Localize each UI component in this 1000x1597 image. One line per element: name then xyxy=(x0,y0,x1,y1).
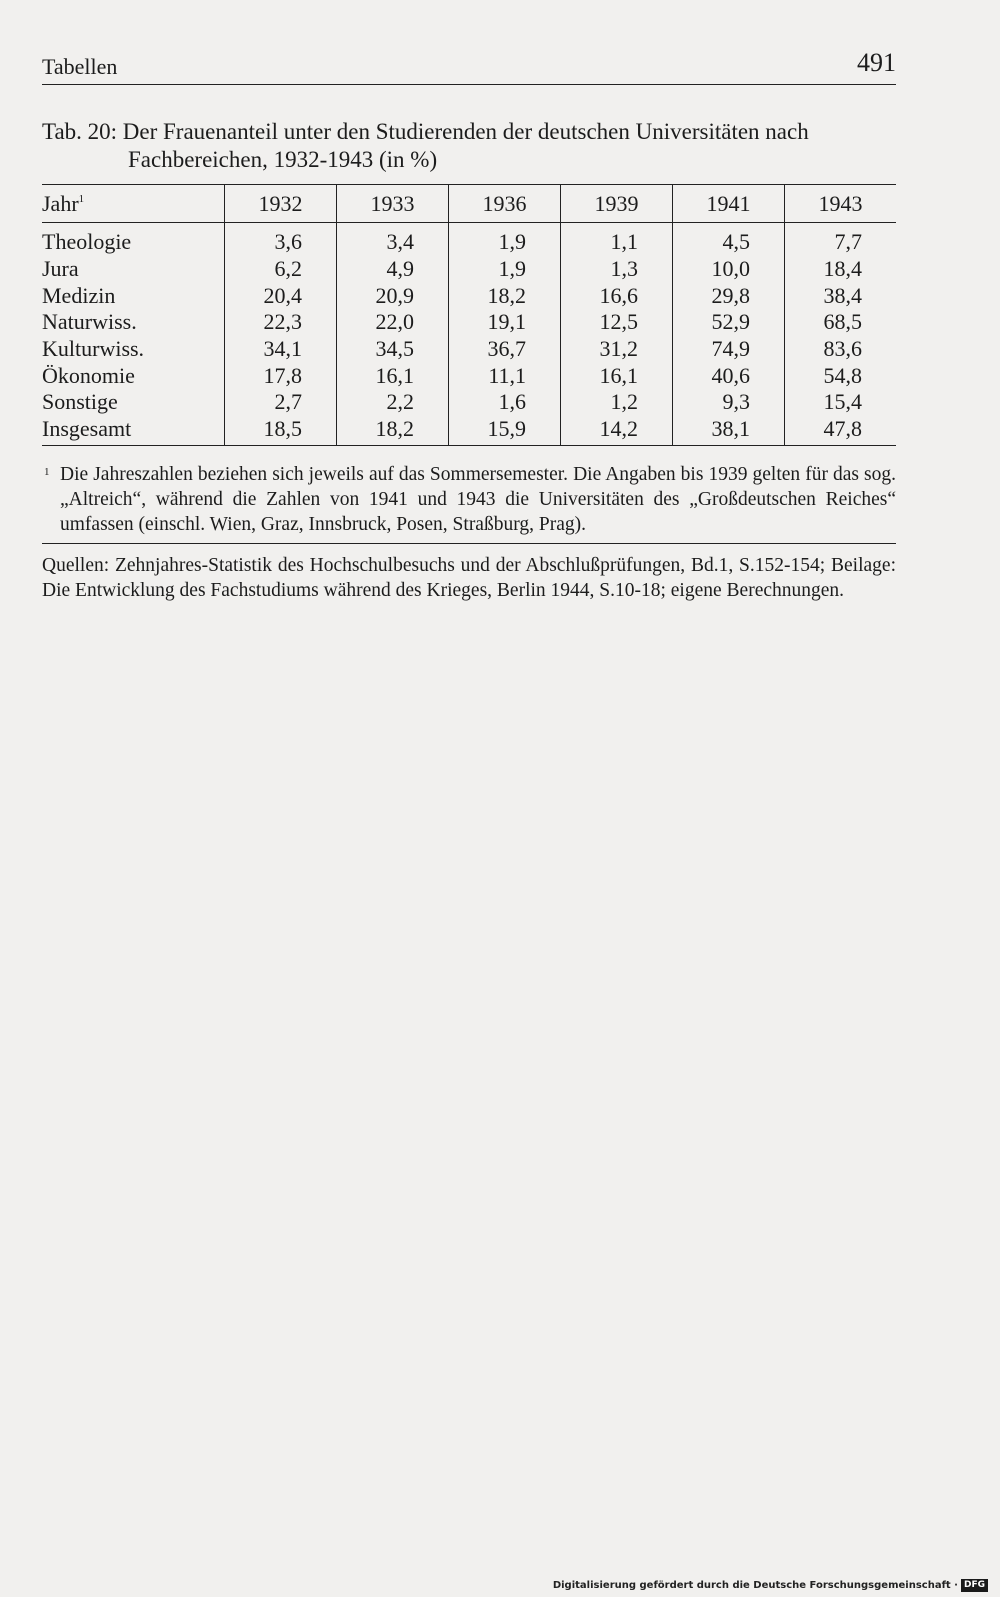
digitization-credit xyxy=(553,1577,988,1593)
table-cell: 1,9 xyxy=(449,223,561,256)
table-cell: 74,9 xyxy=(673,336,785,363)
table-cell: 38,1 xyxy=(673,416,785,445)
footnote-mark: 1 xyxy=(44,466,50,478)
table-row xyxy=(42,256,896,283)
row-label: Theologie xyxy=(42,229,132,255)
page-number: 491 xyxy=(857,48,896,77)
table-cell: 11,1 xyxy=(449,362,561,389)
divider xyxy=(42,543,896,544)
table-cell: 20,9 xyxy=(337,282,449,309)
table-cell: 1,3 xyxy=(561,256,673,283)
year-header: 1933 xyxy=(337,185,449,223)
table-cell: 1,2 xyxy=(561,389,673,416)
table-row xyxy=(42,389,896,416)
table-cell: 2,7 xyxy=(225,389,337,416)
table-cell: 14,2 xyxy=(561,416,673,445)
year-header: 1939 xyxy=(561,185,673,223)
table-cell: 16,1 xyxy=(561,362,673,389)
table-cell: 15,4 xyxy=(785,389,897,416)
header-label: Jahr xyxy=(42,190,79,216)
table-header-row xyxy=(42,185,896,223)
table-caption xyxy=(42,118,902,174)
year-header: 1943 xyxy=(785,185,897,223)
table-cell: 3,6 xyxy=(225,223,337,256)
row-label: Ökonomie xyxy=(42,362,135,388)
table-cell: 16,1 xyxy=(337,362,449,389)
table-cell: 9,3 xyxy=(673,389,785,416)
table-cell: 18,2 xyxy=(449,282,561,309)
table-cell: 36,7 xyxy=(449,336,561,363)
year-header: 1941 xyxy=(673,185,785,223)
table-cell: 12,5 xyxy=(561,309,673,336)
year-header: 1936 xyxy=(449,185,561,223)
table-row xyxy=(42,223,896,256)
table-cell: 68,5 xyxy=(785,309,897,336)
table-cell: 54,8 xyxy=(785,362,897,389)
table-cell: 34,5 xyxy=(337,336,449,363)
running-head xyxy=(42,48,896,85)
table-cell: 34,1 xyxy=(225,336,337,363)
table-row xyxy=(42,336,896,363)
table-cell: 2,2 xyxy=(337,389,449,416)
row-label: Jura xyxy=(42,256,79,282)
table-cell: 18,2 xyxy=(337,416,449,445)
table-cell: 7,7 xyxy=(785,223,897,256)
table-cell: 31,2 xyxy=(561,336,673,363)
table-row xyxy=(42,309,896,336)
table-cell: 15,9 xyxy=(449,416,561,445)
table-cell: 6,2 xyxy=(225,256,337,283)
table-cell: 29,8 xyxy=(673,282,785,309)
running-head-title: Tabellen xyxy=(42,54,118,79)
year-header: 1932 xyxy=(225,185,337,223)
row-label: Sonstige xyxy=(42,389,118,415)
data-table xyxy=(42,184,896,446)
table-cell: 40,6 xyxy=(673,362,785,389)
table-cell: 22,0 xyxy=(337,309,449,336)
table-cell: 1,1 xyxy=(561,223,673,256)
table-row-total xyxy=(42,416,896,445)
footnote-text: Die Jahreszahlen beziehen sich jeweils auf das Sommersemester. Die Angaben bis 1939 gelten für das sog. „Altreich“, während die Zahlen von 1941 und 1943 die Universitäten des „Großdeutschen Reiches“ umfassen (einschl. Wien, Graz, Innsbruck, Posen, Straßburg, Prag). xyxy=(60,464,896,535)
table-cell: 4,5 xyxy=(673,223,785,256)
table-cell: 4,9 xyxy=(337,256,449,283)
table-cell: 16,6 xyxy=(561,282,673,309)
table-cell: 22,3 xyxy=(225,309,337,336)
table-caption-line-1: Tab. 20: Der Frauenanteil unter den Studierenden der deutschen Universitäten nach xyxy=(42,119,809,144)
table-cell: 18,5 xyxy=(225,416,337,445)
table-footnote xyxy=(42,462,896,537)
table-cell: 1,9 xyxy=(449,256,561,283)
table-cell: 10,0 xyxy=(673,256,785,283)
row-label: Insgesamt xyxy=(42,416,225,445)
table-cell: 83,6 xyxy=(785,336,897,363)
table-cell: 1,6 xyxy=(449,389,561,416)
sources-note: Quellen: Zehnjahres-Statistik des Hochschulbesuchs und der Abschlußprüfungen, Bd.1, S.152-154; Beilage: Die Entwicklung des Fachstudiums während des Krieges, Berlin 1944, S.10-18; eigene Berechnungen. xyxy=(42,555,896,601)
table-cell: 52,9 xyxy=(673,309,785,336)
table-caption-line-2: Fachbereichen, 1932-1943 (in %) xyxy=(128,147,438,172)
table-row xyxy=(42,362,896,389)
table-cell: 19,1 xyxy=(449,309,561,336)
dfg-logo: DFG xyxy=(961,1579,988,1592)
row-label: Medizin xyxy=(42,282,116,308)
table-cell: 20,4 xyxy=(225,282,337,309)
table-cell: 38,4 xyxy=(785,282,897,309)
header-label-cell xyxy=(42,185,225,223)
table-cell: 47,8 xyxy=(785,416,897,445)
table-cell: 3,4 xyxy=(337,223,449,256)
row-label: Kulturwiss. xyxy=(42,336,145,362)
table-cell: 17,8 xyxy=(225,362,337,389)
row-label: Naturwiss. xyxy=(42,309,137,335)
digitization-note: Digitalisierung gefördert durch die Deutsche Forschungsgemeinschaft · xyxy=(552,1579,958,1591)
table-cell: 18,4 xyxy=(785,256,897,283)
header-footnote-mark: 1 xyxy=(78,192,85,205)
table-row xyxy=(42,282,896,309)
